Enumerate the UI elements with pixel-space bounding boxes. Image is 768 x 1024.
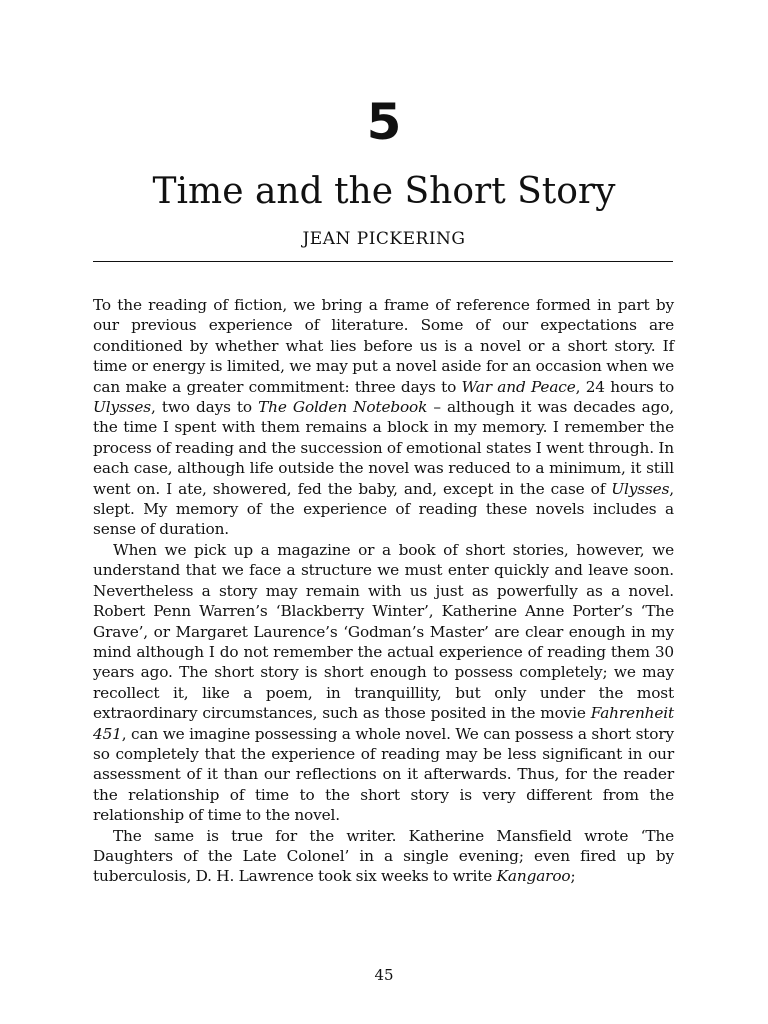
body-text [93,295,674,887]
italic-title: Fahrenheit 451 [93,704,674,743]
italic-title: War and Peace [461,377,576,396]
italic-title: Kangaroo [496,867,571,886]
chapter-title: Time and the Short Story [152,171,616,212]
paragraph-2 [93,540,674,826]
title-divider [93,261,673,262]
text-run: The same is true for the writer. Katherine Mansfield wrote ‘The Daughters of the Late Colonel’ in a single evening; even fired up by tuberculosis, D. H. Lawrence took six weeks to write [93,826,674,886]
paragraph-1 [93,295,674,540]
text-run: – although it was decades ago, the time I spent with them remains a block in my memory. I remember the process of reading and the succession of emotional states I went through. In each case, although life outside the novel was reduced to a minimum, it still went on. I ate, showered, fed the baby, and, except in the case of [93,398,674,498]
page-number: 45 [374,966,394,984]
chapter-number: 5 [366,93,402,151]
text-run: When we pick up a magazine or a book of short stories, however, we understand that we face a structure we must enter quickly and leave soon. Nevertheless a story may remain with us just as powerfully as a novel. Robert Penn Warren’s ‘Blackberry Winter’, Katherine Anne Porter’s ‘The Grave’, or Margaret Laurence’s ‘Godman’s Master’ are clear enough in my mind although I do not remember the actual experience of reading them 30 years ago. The short story is short enough to possess completely; we may recollect it, like a poem, in tranquillity, but only under the most extraordinary circumstances, such as those posited in the movie [93,540,674,723]
chapter-author: JEAN PICKERING [302,229,466,249]
italic-title: The Golden Notebook [258,398,428,417]
text-run: , two days to [150,398,259,417]
text-run: ; [570,867,576,886]
text-run: , slept. My memory of the experience of reading these novels includes a sense of duration. [93,479,674,539]
text-run: , can we imagine possessing a whole novel. We can possess a short story so completely that the experience of reading may be less significant in our assessment of it than our reflections on it afterwards. Thus, for the reader the relationship of time to the short story is very different from the relationship of time to the novel. [93,724,674,825]
italic-title: Ulysses [93,398,151,417]
italic-title: Ulysses [611,479,670,498]
paragraph-3 [93,826,674,887]
text-run: , 24 hours to [575,377,675,396]
text-run: To the reading of fiction, we bring a frame of reference formed in part by our previous experience of literature. Some of our expectations are conditioned by whether what lies before us is a novel or a short story. If time or energy is limited, we may put a novel aside for an occasion when we can make a greater commitment: three days to [93,296,674,396]
